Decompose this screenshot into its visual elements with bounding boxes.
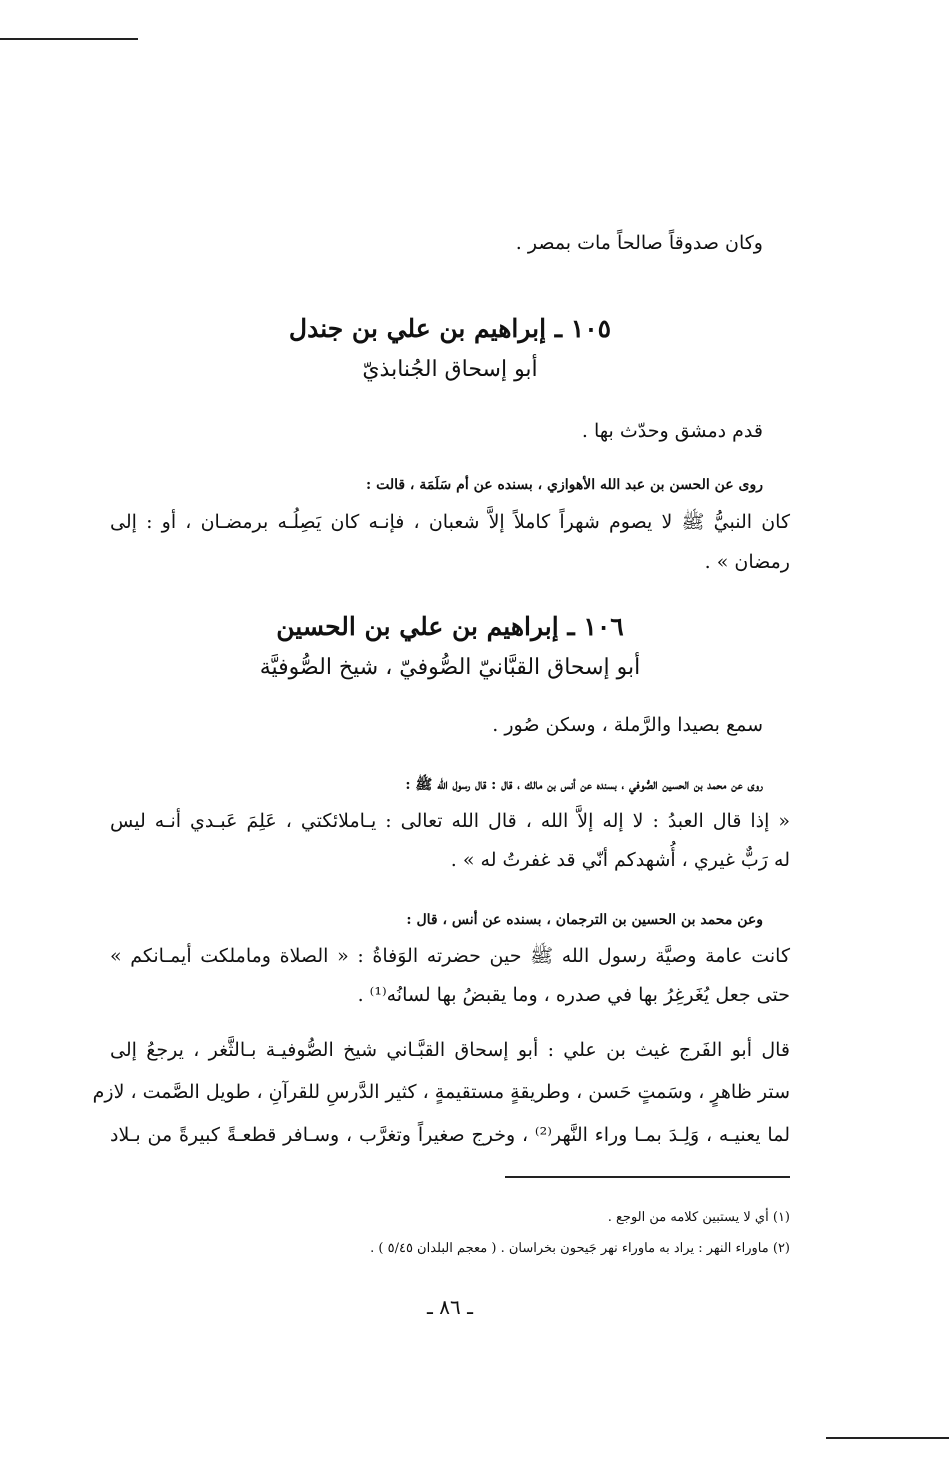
entry-105-line-1: قدم دمشق وحدّث بها .	[581, 420, 763, 442]
entry-106-line-1: سمع بصيدا والرَّملة ، وسكن صُور .	[492, 714, 763, 736]
entry-105-subheading: أبو إسحاق الجُنابذيّ	[362, 357, 538, 382]
entry-105-line-2: روى عن الحسن بن عبد الله الأهوازي ، بسنده عن أم سَلَمَة ، قالت :	[366, 477, 763, 493]
entry-105-line-3: كان النبيُّ ﷺ لا يصوم شهراً كاملاً إلاَّ شعبان ، فإنـه كان يَصِلُـه برمضـان ، أو : إلى	[110, 511, 790, 533]
scan-edge-line-bottom	[826, 1437, 949, 1439]
entry-105-heading: ١٠٥ ـ إبراهيم بن علي بن جندل	[288, 314, 612, 343]
page-number: ـ ٨٦ ـ	[427, 1295, 473, 1319]
entry-106-line-9: ستر ظاهرٍ ، وسَمتٍ حَسن ، وطريقةٍ مستقيمةٍ ، كثير الدَّرسِ للقرآنِ ، طويل الصَّمت ، لازم	[92, 1081, 790, 1103]
footnote-rule	[505, 1176, 790, 1178]
entry-106-subheading: أبو إسحاق القبَّانيّ الصُّوفيّ ، شيخ الصُّوفيَّة	[259, 655, 641, 680]
entry-106-line-5: وعن محمد بن الحسين بن الترجمان ، بسنده عن أنس ، قال :	[406, 912, 763, 928]
entry-106-line-3: « إذا قال العبدُ : لا إله إلاَّ الله ، قال الله تعالى : يـاملائكتي ، عَلِمَ عَبـدي أنـه ليس	[110, 810, 790, 832]
scan-edge-line-top	[0, 38, 138, 40]
intro-line: وكان صدوقاً صالحاً مات بمصر .	[515, 232, 763, 254]
entry-106-line-7: حتى جعل يُغَرغِرُ بها في صدره ، وما يقبضُ بها لسانُه⁽¹⁾ .	[357, 984, 790, 1006]
entry-106-line-10: لما يعنيـه ، وَلِـدَ بمـا وراء النَّهر⁽²⁾ ، وخرج صغيراً وتغرَّب ، وسـافر قطعـةً كبيرةً من بـلاد	[110, 1124, 790, 1146]
entry-106-heading: ١٠٦ ـ إبراهيم بن علي بن الحسين	[276, 612, 624, 641]
entry-106-line-4: له رَبٌّ غيري ، أُشهدكم أنّي قد غفرتُ له » .	[450, 849, 790, 871]
entry-106-line-2: روى عن محمد بن الحسين الصُّوفي ، بسنده عن أنس بن مالك ، قال : قال رسول الله ﷺ :	[405, 777, 763, 793]
entry-106-line-6: كانت عامة وصيَّة رسول الله ﷺ حين حضرته الوَفاةُ : « الصلاة وماملكت أيمـانكم »	[110, 945, 790, 967]
footnote-1: (١) أي لا يستبين كلامه من الوجع .	[607, 1210, 790, 1225]
entry-105-line-4: رمضان » .	[704, 551, 790, 573]
entry-106-line-8: قال أبو الفَرج غيث بن علي : أبو إسحاق القبَّـاني شيخ الصُّوفيـة بـالثَّغر ، يرجعُ إلى	[110, 1039, 790, 1061]
footnote-2: (٢) ماوراء النهر : يراد به ماوراء نهر جَيحون بخراسان . ( معجم البلدان ٥/٤٥ ) .	[370, 1241, 790, 1256]
